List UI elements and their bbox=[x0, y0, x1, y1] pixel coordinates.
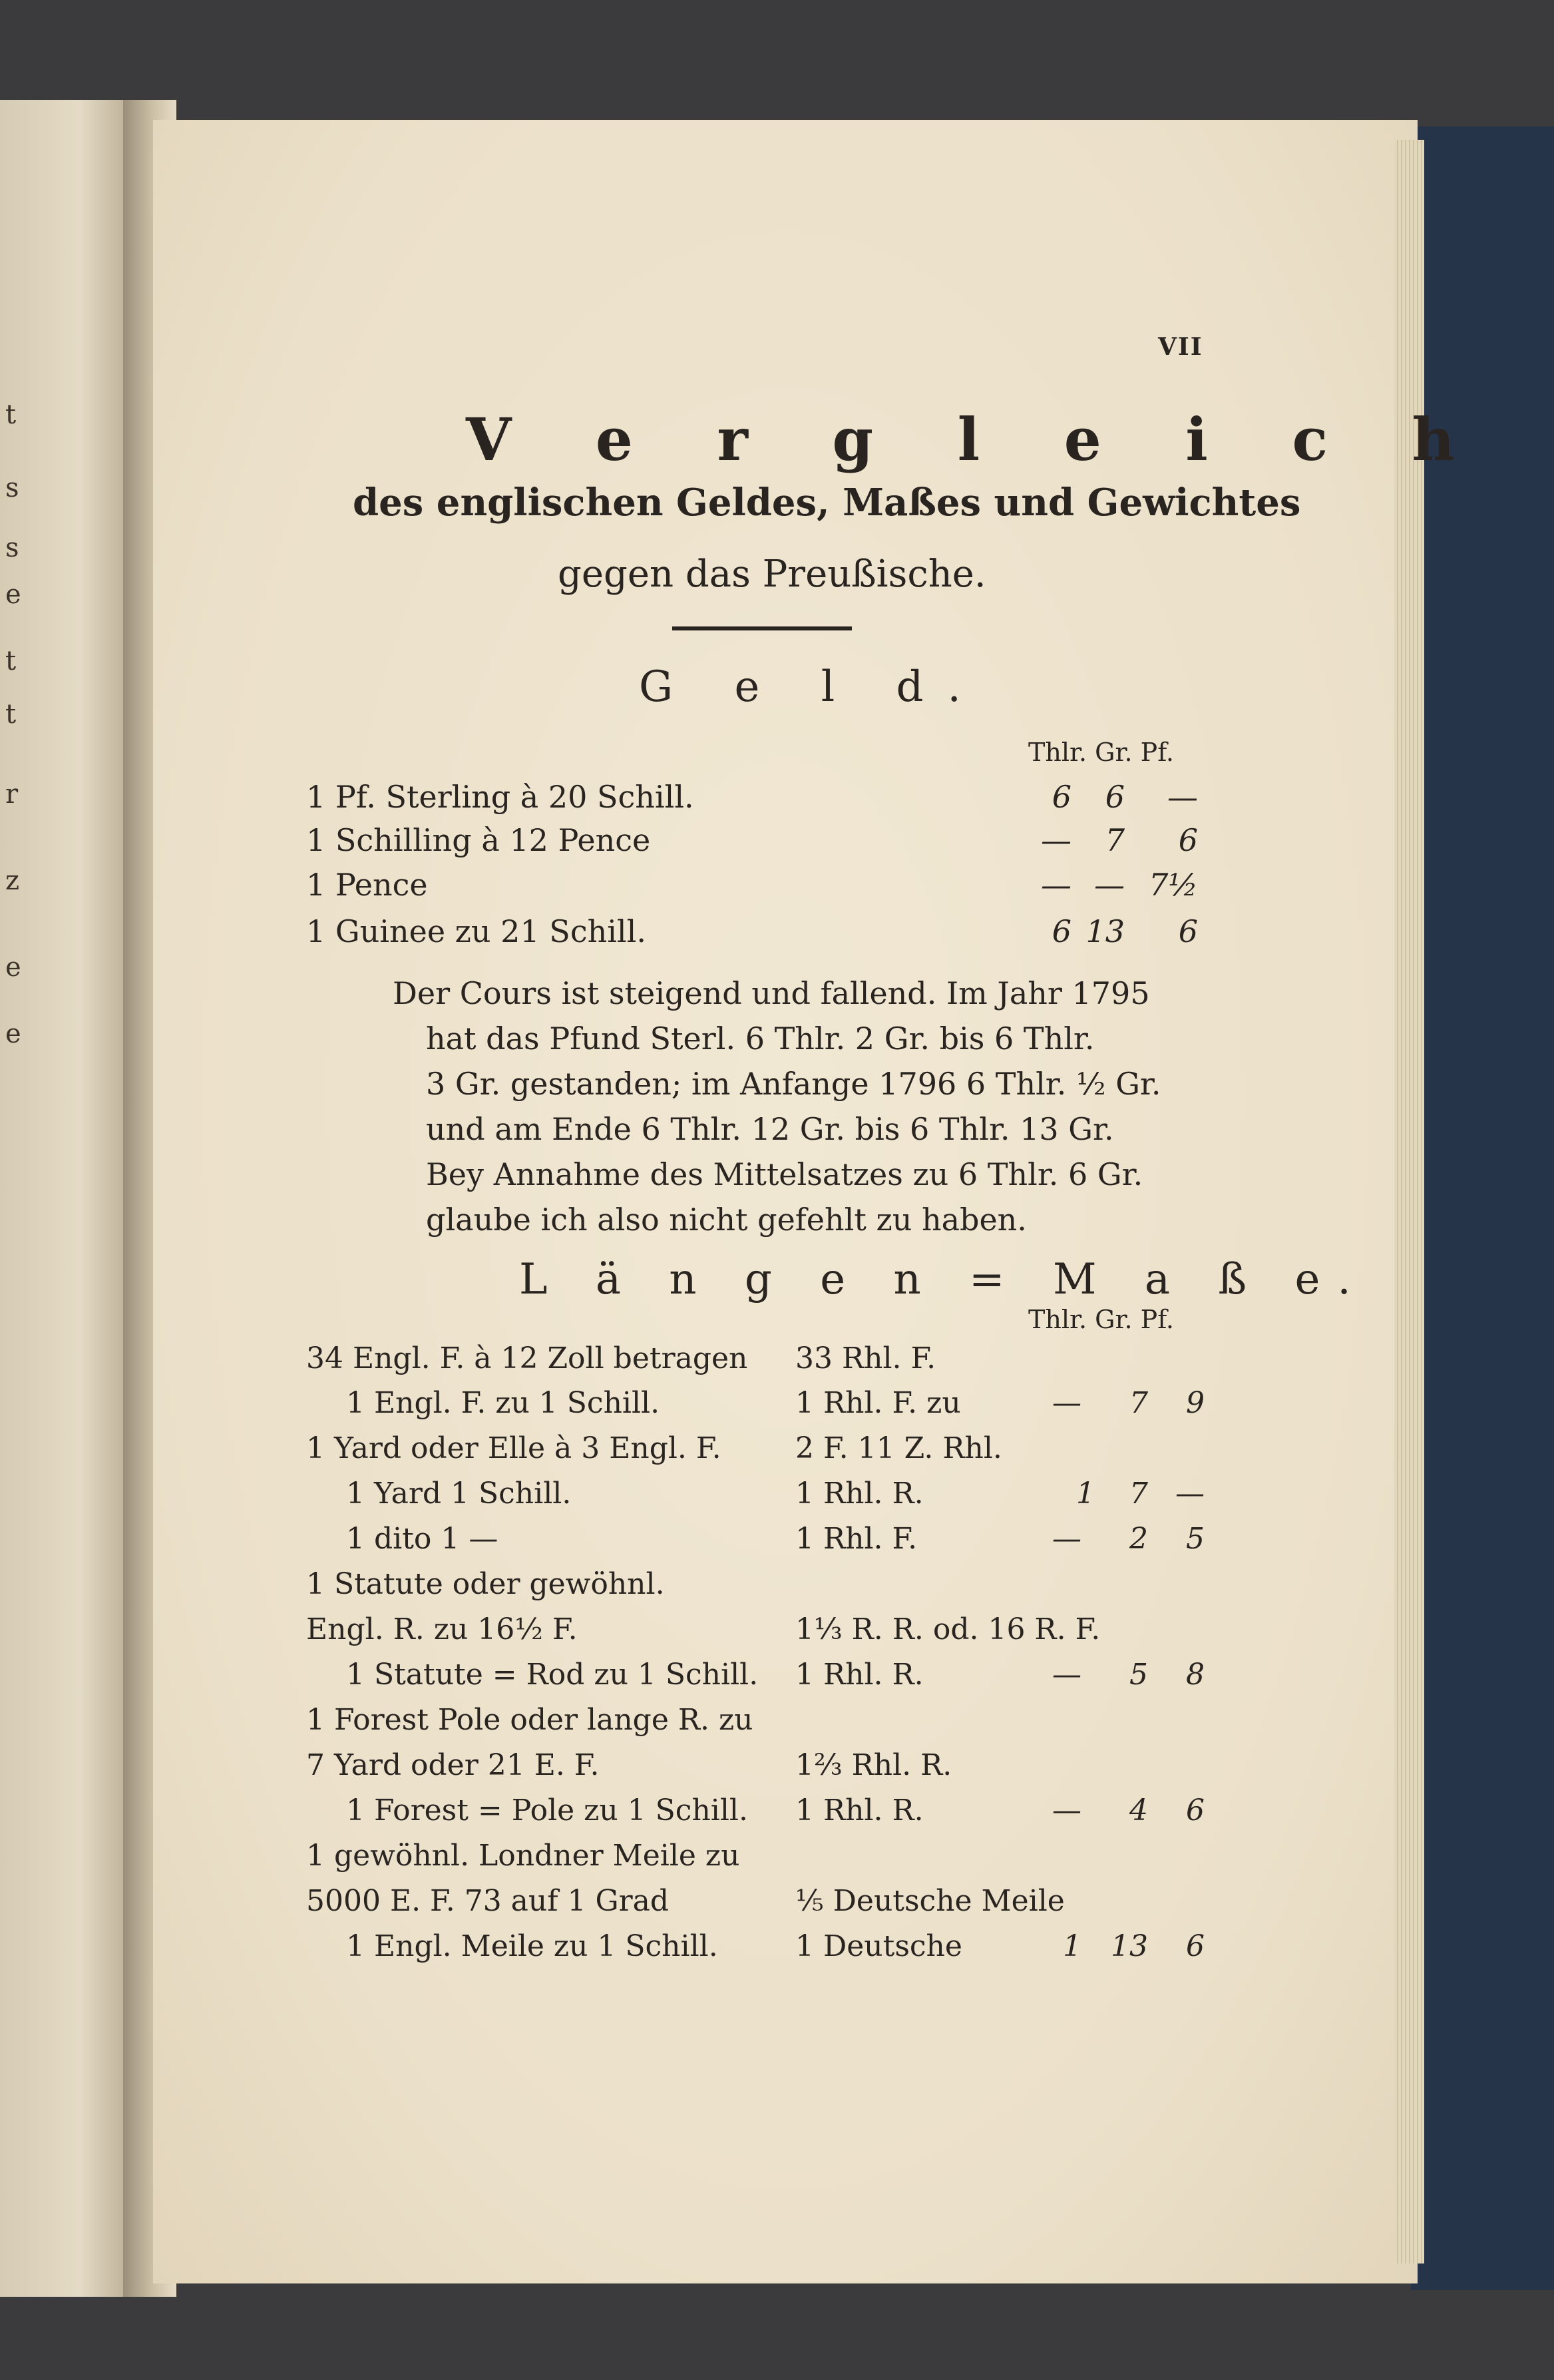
left-page-fragment: t bbox=[5, 399, 17, 430]
laengen-row-equiv: 1 Rhl. R. bbox=[795, 1793, 924, 1827]
geld-paragraph-line: Der Cours ist steigend und fallend. Im Jahr 1795 bbox=[393, 975, 1150, 1011]
geld-row-thlr: — bbox=[1041, 867, 1071, 903]
left-page-fragment: r bbox=[5, 779, 19, 810]
geld-heading: G e l d. bbox=[639, 662, 985, 712]
laengen-row-label: Engl. R. zu 16½ F. bbox=[306, 1612, 578, 1646]
laengen-row-equiv: 1 Rhl. F. zu bbox=[795, 1386, 961, 1420]
laengen-row-thlr: — bbox=[1052, 1386, 1081, 1420]
laengen-row-equiv: 1⅔ Rhl. R. bbox=[795, 1748, 952, 1782]
laengen-row-equiv: 1 Rhl. F. bbox=[795, 1522, 918, 1556]
laengen-row-label: 1 Engl. Meile zu 1 Schill. bbox=[346, 1929, 718, 1963]
laengen-row-thlr: 1 bbox=[1076, 1477, 1095, 1511]
geld-row-thlr: 6 bbox=[1052, 779, 1071, 815]
geld-row-label: 1 Pf. Sterling à 20 Schill. bbox=[306, 779, 694, 815]
laengen-row-equiv: 2 F. 11 Z. Rhl. bbox=[795, 1431, 1002, 1465]
left-page-fragment: s bbox=[5, 473, 19, 503]
page-title: V e r g l e i c h bbox=[466, 405, 1487, 474]
laengen-row-gr: 2 bbox=[1129, 1522, 1148, 1556]
geld-row-label: 1 Guinee zu 21 Schill. bbox=[306, 913, 646, 949]
laengen-row-thlr: — bbox=[1052, 1658, 1081, 1692]
left-page-fragment: e bbox=[5, 1019, 21, 1049]
left-page-fragment: e bbox=[5, 579, 21, 610]
page-number: VII bbox=[1158, 333, 1203, 361]
laengen-row-label: 1 Yard oder Elle à 3 Engl. F. bbox=[306, 1431, 721, 1465]
geld-row-pf: — bbox=[1167, 779, 1198, 815]
geld-row-pf: 7½ bbox=[1149, 867, 1198, 903]
geld-row-label: 1 Pence bbox=[306, 867, 428, 903]
laengen-row-thlr: — bbox=[1052, 1522, 1081, 1556]
title-rule bbox=[672, 626, 852, 630]
laengen-row-label: 1 gewöhnl. Londner Meile zu bbox=[306, 1839, 740, 1873]
laengen-row-label: 1 Engl. F. zu 1 Schill. bbox=[346, 1386, 660, 1420]
laengen-row-label: 7 Yard oder 21 E. F. bbox=[306, 1748, 600, 1782]
laengen-row-equiv: 1⅓ R. R. od. 16 R. F. bbox=[795, 1612, 1101, 1646]
laengen-row-equiv: 1 Rhl. R. bbox=[795, 1477, 924, 1511]
left-page-fragment: e bbox=[5, 952, 21, 983]
laengen-row-thlr: — bbox=[1052, 1793, 1081, 1827]
laengen-row-label: 34 Engl. F. à 12 Zoll betragen bbox=[306, 1341, 748, 1375]
subtitle-line-1: des englischen Geldes, Maßes und Gewichtes bbox=[353, 481, 1301, 525]
laengen-row-label: 1 Yard 1 Schill. bbox=[346, 1477, 572, 1511]
geld-row-thlr: 6 bbox=[1052, 913, 1071, 949]
laengen-row-label: 1 Forest = Pole zu 1 Schill. bbox=[346, 1793, 748, 1827]
geld-paragraph-line: Bey Annahme des Mittelsatzes zu 6 Thlr. 6 Gr. bbox=[426, 1156, 1143, 1192]
laengen-row-label: 1 dito 1 — bbox=[346, 1522, 498, 1556]
geld-paragraph-line: und am Ende 6 Thlr. 12 Gr. bis 6 Thlr. 13 Gr. bbox=[426, 1111, 1114, 1147]
laengen-row-pf: 5 bbox=[1186, 1522, 1205, 1556]
laengen-row-gr: 7 bbox=[1129, 1386, 1148, 1420]
laengen-row-gr: 13 bbox=[1111, 1929, 1148, 1963]
laengen-row-label: 1 Statute = Rod zu 1 Schill. bbox=[346, 1658, 759, 1692]
laengen-row-label: 1 Statute oder gewöhnl. bbox=[306, 1567, 665, 1601]
geld-row-label: 1 Schilling à 12 Pence bbox=[306, 822, 651, 858]
laengen-row-gr: 7 bbox=[1129, 1477, 1148, 1511]
geld-row-pf: 6 bbox=[1178, 913, 1198, 949]
laengen-row-pf: — bbox=[1175, 1477, 1205, 1511]
geld-paragraph-line: hat das Pfund Sterl. 6 Thlr. 2 Gr. bis 6 Thlr. bbox=[426, 1021, 1095, 1057]
laengen-row-gr: 4 bbox=[1129, 1793, 1148, 1827]
left-page-fragment: t bbox=[5, 646, 17, 676]
geld-row-pf: 6 bbox=[1178, 822, 1198, 858]
geld-row-gr: 7 bbox=[1105, 822, 1125, 858]
laengen-row-pf: 6 bbox=[1186, 1929, 1205, 1963]
laengen-row-gr: 5 bbox=[1129, 1658, 1148, 1692]
laengen-column-header: Thlr. Gr. Pf. bbox=[1028, 1305, 1174, 1334]
subtitle-line-2: gegen das Preußische. bbox=[558, 553, 986, 596]
geld-paragraph-line: glaube ich also nicht gefehlt zu haben. bbox=[426, 1202, 1027, 1238]
geld-paragraph-line: 3 Gr. gestanden; im Anfange 1796 6 Thlr. ½ Gr. bbox=[426, 1066, 1161, 1102]
laengen-heading: L ä n g e n = M a ß e. bbox=[519, 1255, 1368, 1304]
left-page-fragment: s bbox=[5, 533, 19, 563]
geld-row-gr: 13 bbox=[1085, 913, 1125, 949]
geld-column-header: Thlr. Gr. Pf. bbox=[1028, 738, 1174, 767]
geld-row-gr: — bbox=[1094, 867, 1125, 903]
laengen-row-equiv: 1 Rhl. R. bbox=[795, 1658, 924, 1692]
laengen-row-label: 5000 E. F. 73 auf 1 Grad bbox=[306, 1884, 670, 1918]
laengen-row-pf: 9 bbox=[1186, 1386, 1205, 1420]
laengen-row-thlr: 1 bbox=[1063, 1929, 1081, 1963]
geld-row-gr: 6 bbox=[1105, 779, 1125, 815]
laengen-row-pf: 6 bbox=[1186, 1793, 1205, 1827]
laengen-row-equiv: 33 Rhl. F. bbox=[795, 1341, 936, 1375]
left-page-fragment: t bbox=[5, 699, 17, 730]
laengen-row-equiv: ⅕ Deutsche Meile bbox=[795, 1884, 1065, 1918]
geld-row-thlr: — bbox=[1041, 822, 1071, 858]
laengen-row-pf: 8 bbox=[1186, 1658, 1205, 1692]
left-page-fragment: z bbox=[5, 865, 20, 896]
laengen-row-equiv: 1 Deutsche bbox=[795, 1929, 962, 1963]
left-page-edge bbox=[0, 100, 133, 2297]
laengen-row-label: 1 Forest Pole oder lange R. zu bbox=[306, 1703, 753, 1737]
